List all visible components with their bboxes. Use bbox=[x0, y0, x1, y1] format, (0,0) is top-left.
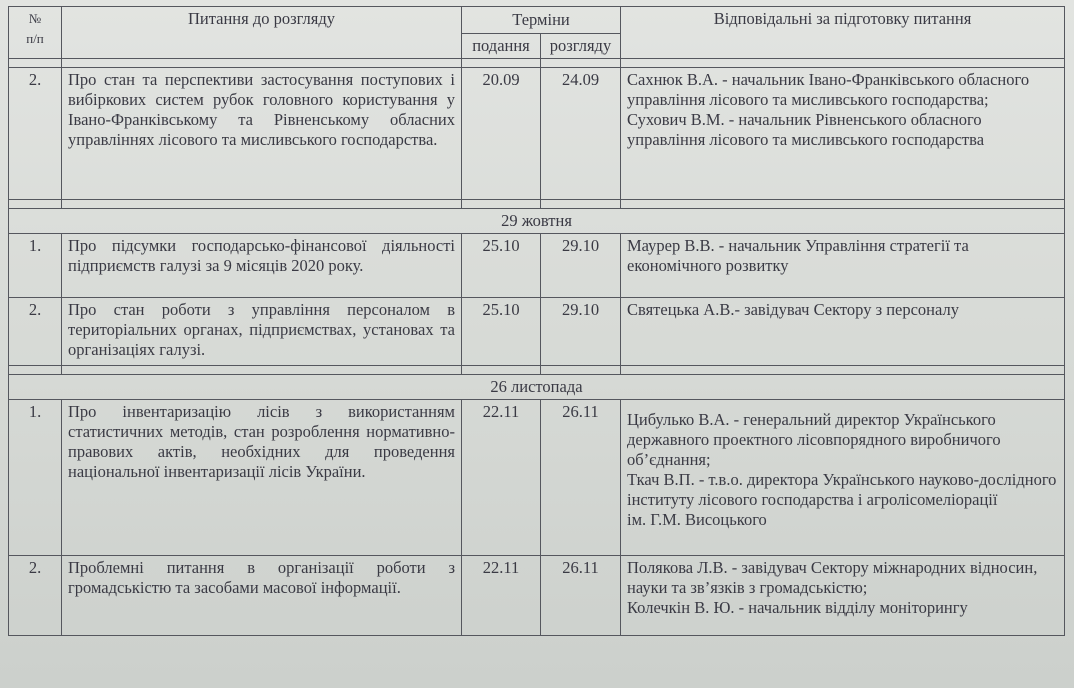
agenda-table bbox=[8, 6, 1065, 636]
row-submit-date: 22.11 bbox=[462, 400, 541, 556]
header-review-date: розгляду bbox=[541, 34, 621, 59]
row-submit-date: 20.09 bbox=[462, 68, 541, 200]
row-review-date: 26.11 bbox=[541, 556, 621, 636]
row-question: Про стан та перспективи застосування поступових і вибіркових систем рубок головного користування у Івано-Франківському та Рівненському обласних управліннях лісового та мисливського господарства. bbox=[62, 68, 462, 200]
row-submit-date: 22.11 bbox=[462, 556, 541, 636]
row-review-date: 29.10 bbox=[541, 234, 621, 298]
row-number: 2. bbox=[9, 298, 62, 366]
row-question: Про інвентаризацію лісів з використанням статистичних методів, стан розроблення нормативно-правових актів, необхідних для проведення національної інвентаризації лісів України. bbox=[62, 400, 462, 556]
table-header-row bbox=[9, 7, 1065, 34]
table-row bbox=[9, 234, 1065, 298]
row-question: Проблемні питання в організації роботи з громадськістю та засобами масової інформації. bbox=[62, 556, 462, 636]
row-question: Про підсумки господарсько-фінансової діяльності підприємств галузі за 9 місяців 2020 року. bbox=[62, 234, 462, 298]
table-row bbox=[9, 298, 1065, 366]
row-submit-date: 25.10 bbox=[462, 298, 541, 366]
header-responsible: Відповідальні за підготовку питання bbox=[621, 7, 1065, 59]
row-review-date: 24.09 bbox=[541, 68, 621, 200]
table-row bbox=[9, 556, 1065, 636]
header-number: № п/п bbox=[9, 7, 62, 59]
header-question: Питання до розгляду bbox=[62, 7, 462, 59]
row-number: 1. bbox=[9, 400, 62, 556]
row-review-date: 26.11 bbox=[541, 400, 621, 556]
row-submit-date: 25.10 bbox=[462, 234, 541, 298]
row-number: 2. bbox=[9, 68, 62, 200]
section-date-october: 29 жовтня bbox=[9, 209, 1065, 234]
row-review-date: 29.10 bbox=[541, 298, 621, 366]
table-row bbox=[9, 400, 1065, 556]
row-question: Про стан роботи з управління персоналом в територіальних органах, підприємствах, установах та організаціях галузі. bbox=[62, 298, 462, 366]
row-responsible: Сахнюк В.А. - начальник Івано-Франківського обласного управління лісового та мисливського господарства; Сухович В.М. - начальник Рівненського обласного управління лісового та мисливського господарства bbox=[621, 68, 1065, 200]
table-row bbox=[9, 68, 1065, 200]
row-responsible: Цибулько В.А. - генеральний директор Українського державного проектного лісовпорядного виробничого об’єднання; Ткач В.П. - т.в.о. директора Українського науково-дослідного інституту лісового господарства і агролісомеліорації ім. Г.М. Висоцького bbox=[621, 400, 1065, 556]
row-number: 2. bbox=[9, 556, 62, 636]
section-header-row bbox=[9, 375, 1065, 400]
row-responsible: Полякова Л.В. - завідувач Сектору міжнародних відносин, науки та зв’язків з громадськістю; Колечкін В. Ю. - начальник відділу моніторингу bbox=[621, 556, 1065, 636]
row-responsible: Маурер В.В. - начальник Управління стратегії та економічного розвитку bbox=[621, 234, 1065, 298]
section-header-row bbox=[9, 209, 1065, 234]
header-terms: Терміни bbox=[462, 7, 621, 34]
spacer-row bbox=[9, 200, 1065, 209]
section-date-november: 26 листопада bbox=[9, 375, 1065, 400]
spacer-row bbox=[9, 366, 1065, 375]
header-submit-date: подання bbox=[462, 34, 541, 59]
spacer-row bbox=[9, 59, 1065, 68]
row-number: 1. bbox=[9, 234, 62, 298]
row-responsible: Святецька А.В.- завідувач Сектору з персоналу bbox=[621, 298, 1065, 366]
